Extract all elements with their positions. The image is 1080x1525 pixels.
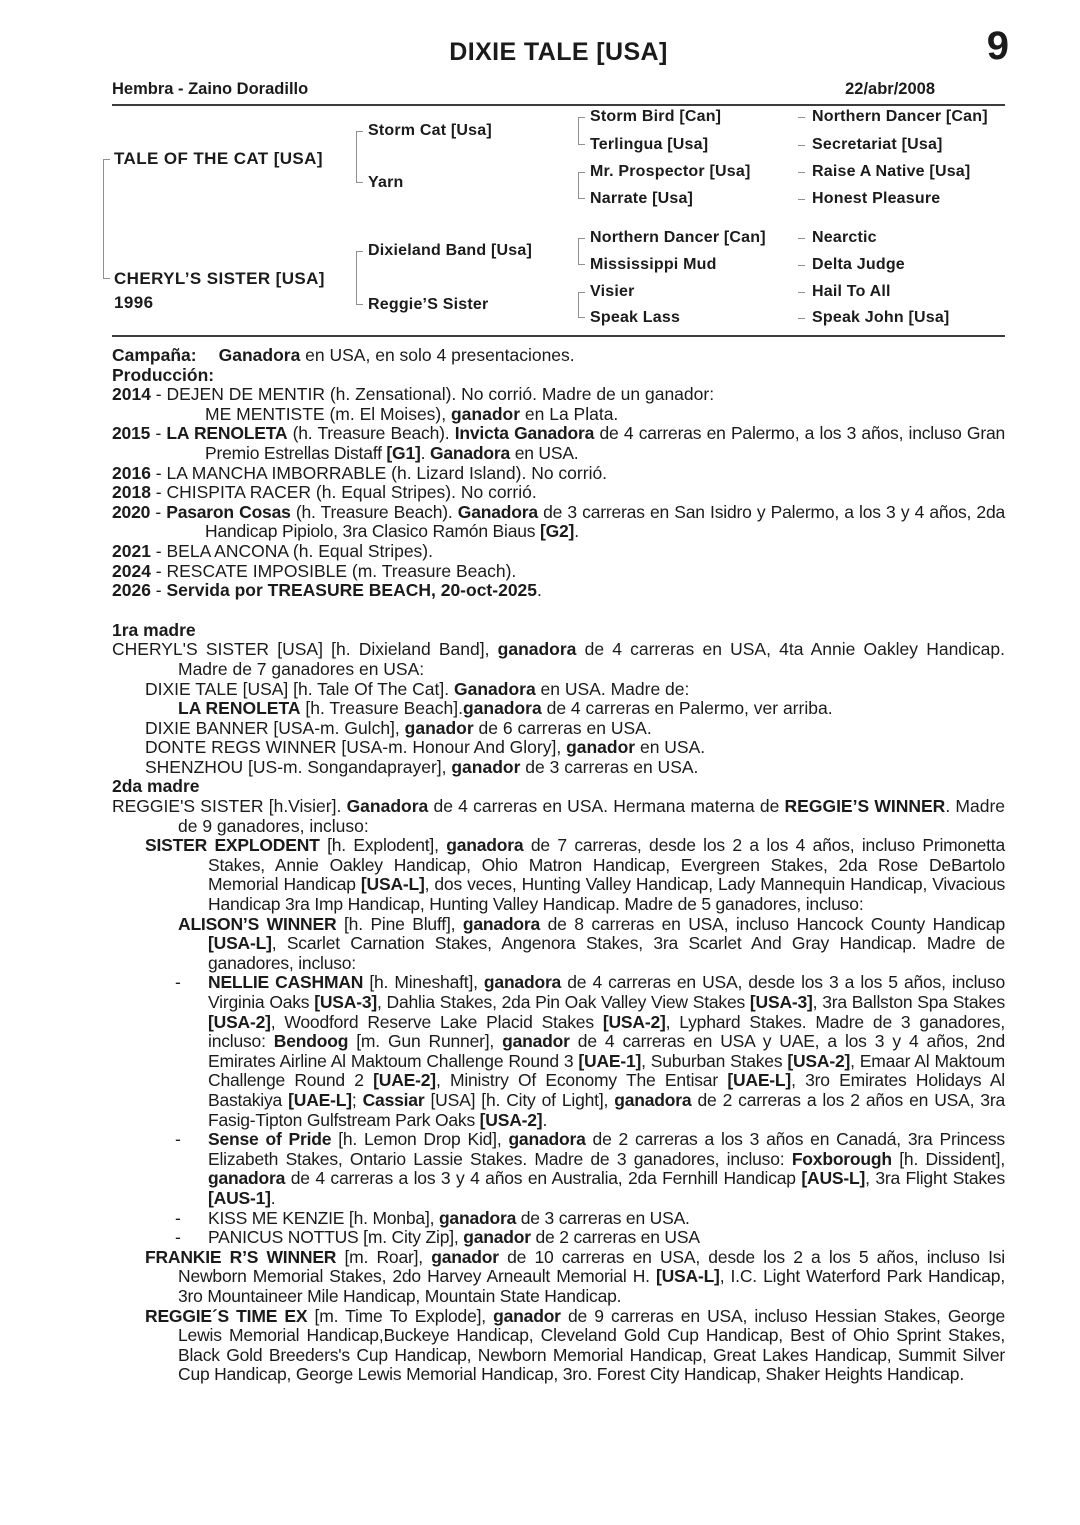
text-segment: Invicta Ganadora [454, 423, 595, 444]
text-segment: Servida por TREASURE BEACH, 20-oct-2025 [166, 580, 538, 601]
pedigree-bracket-gen3-2 [578, 172, 585, 199]
text-segment: de 4 carreras en USA. Hermana materna de [428, 796, 785, 817]
text-segment: de 4 carreras en Palermo, a los 3 años, incluso Gran Premio Estrellas Distaff [205, 423, 1006, 463]
text-segment: de 2 carreras a los 2 años en USA, 3ra Fasig-Tipton Gulfstream Park Oaks [208, 1089, 1006, 1130]
text-segment: - DEJEN DE MENTIR (h. Zensational). No corrió. Madre de un ganador: [150, 384, 715, 405]
text-segment: ganador [404, 717, 474, 738]
sister-explodent-para [112, 836, 1005, 914]
pedigree-gen3-0: Storm Bird [Can] [590, 108, 722, 125]
pedigree-dam-year: 1996 [114, 293, 154, 312]
production-2015 [112, 424, 1005, 463]
text-segment: , 3ra Ballston Spa Stakes [812, 992, 1005, 1012]
text-segment: [AUS-L] [801, 1168, 866, 1189]
panicus-nottus-para [112, 1228, 1005, 1248]
text-segment: , Dahlia Stakes, 2da Pin Oak Valley View Stakes [377, 992, 750, 1012]
text-segment: [G1] [386, 442, 421, 463]
dash-connector [798, 145, 805, 146]
text-segment: de 6 carreras en USA. [473, 717, 652, 738]
text-segment: LA RENOLETA [166, 423, 288, 444]
text-segment: - [150, 501, 167, 522]
text-segment: [h. Dissident], [891, 1148, 1005, 1169]
text-segment: KISS ME KENZIE [h. Monba], [208, 1207, 439, 1228]
text-segment: Foxborough [791, 1148, 892, 1169]
text-segment: Ganadora [218, 345, 301, 365]
text-segment: de 9 carreras en USA, incluso Hessian Stakes, George Lewis Memorial Handicap,Buckeye Handicap, Cleveland Gold Cup Handicap, Best of Ohio Sprint Stakes, Black Gold Breeders's Cup Handicap, Newborn Memorial Handicap, Great Lakes Handicap, Summit Silver Cup Handicap, George Lewis Memorial Handicap, 3ro. Forest City Handicap, Shaker Heights Handicap. [178, 1305, 1005, 1385]
first-dam-la-renoleta [178, 699, 1005, 719]
text-segment: PANICUS NOTTUS [m. City Zip], [208, 1227, 464, 1248]
birth-date-label: 22/abr/2008 [845, 80, 935, 98]
second-dam-heading [112, 777, 1005, 797]
text-segment: , dos veces, Hunting Valley Handicap, Lady Mannequin Handicap, Vivacious Handicap 3ra Imp Handicap, Hunting Valley Handicap. Madre de 5 ganadores, incluso: [208, 874, 1005, 915]
text-segment: de 4 carreras en USA y UAE, a los 3 y 4 años, 2nd Emirates Airline Al Maktoum Challenge Round 3 [208, 1031, 1005, 1071]
text-segment: de 3 carreras en San Isidro y Palermo, a los 3 y 4 años, 2da Handicap Pipiolo, 3ra Clasico Ramón Biaus [205, 501, 1006, 542]
text-segment: 2018 [112, 482, 151, 503]
text-segment: 2021 [112, 540, 151, 561]
text-segment: [UAE-L] [727, 1070, 792, 1091]
text-segment: 2020 [112, 501, 151, 522]
pedigree-bracket-gen1 [103, 159, 110, 279]
text-segment: 2024 [112, 560, 151, 581]
text-segment: en USA. [510, 442, 579, 463]
first-dam-shenzhou [145, 758, 1005, 778]
text-segment: [USA-2] [208, 1011, 271, 1032]
text-segment: SISTER EXPLODENT [145, 835, 320, 856]
pedigree-gen3-5: Mississippi Mud [590, 256, 717, 273]
dash-connector [798, 265, 805, 266]
pedigree-gen3-6: Visier [590, 283, 635, 300]
text-segment: . [542, 1109, 548, 1130]
text-segment: , Suburban Stakes [641, 1050, 788, 1071]
text-segment: [USA-L] [360, 874, 425, 895]
pedigree-gen4-3: Honest Pleasure [812, 190, 941, 207]
reggies-time-ex-para [112, 1307, 1005, 1385]
text-segment: [USA-3] [314, 992, 377, 1012]
dash-connector [798, 172, 805, 173]
text-segment: en USA, en solo 4 presentaciones. [300, 345, 575, 365]
text-segment: Ganadora [429, 442, 511, 463]
pedigree-gen4-0: Northern Dancer [Can] [812, 108, 988, 125]
text-segment: de 4 carreras a los 3 y 4 años en Australia, 2da Fernhill Handicap [285, 1168, 802, 1189]
text-segment: ganadora [438, 1207, 517, 1228]
text-segment: ganador [451, 756, 521, 777]
dash-connector [798, 318, 805, 319]
text-segment: Campaña: [112, 345, 197, 365]
text-segment: de 10 carreras en USA, desde los 2 a los 5 años, incluso Isi Newborn Memorial Stakes, 2do Harvey Arneault Memorial H. [178, 1246, 1005, 1287]
text-segment: [h. Lemon Drop Kid], [331, 1129, 509, 1150]
pedigree-dam: CHERYL’S SISTER [USA] [114, 269, 325, 288]
list-dash-marker: - [175, 1129, 181, 1150]
text-segment: 1ra madre [112, 619, 196, 640]
text-segment: . [420, 442, 430, 463]
text-segment: ganador [450, 403, 521, 424]
text-segment: [m. Gun Runner], [348, 1031, 503, 1052]
text-segment: en USA. [635, 737, 706, 758]
text-segment: de 7 carreras, desde los 2 a los 4 años, incluso Primonetta Stakes, Annie Oakley Handicap, Ohio Matron Handicap, Evergreen Stakes, 2da Rose DeBartolo Memorial Handicap [208, 835, 1006, 895]
pedigree-gen4-5: Delta Judge [812, 256, 905, 273]
text-segment: [UAE-L] [288, 1089, 352, 1110]
frankie-rs-winner-para [112, 1248, 1005, 1307]
text-segment: [UAE-2] [373, 1070, 436, 1091]
text-segment: Cassiar [362, 1089, 425, 1110]
text-segment: ganadora [462, 698, 542, 719]
text-segment: , 3ro Emirates Holidays Al Bastakiya [208, 1070, 1005, 1110]
pedigree-gen3-4: Northern Dancer [Can] [590, 229, 766, 246]
production-2021 [112, 542, 1005, 562]
first-dam-dixie-banner [145, 719, 1005, 739]
text-segment: - CHISPITA RACER (h. Equal Stripes). No corrió. [150, 482, 537, 503]
text-segment: , Scarlet Carnation Stakes, Angenora Stakes, 3ra Scarlet And Gray Handicap. Madre de ganadores, incluso: [208, 933, 1005, 973]
text-segment: - LA MANCHA IMBORRABLE (h. Lizard Island). No corrió. [150, 462, 608, 483]
production-2014-note [205, 405, 1005, 425]
text-segment: Pasaron Cosas [166, 501, 291, 522]
text-segment: [h. Pine Bluff], [336, 913, 463, 934]
text-segment: REGGIE’S WINNER [784, 796, 946, 817]
first-dam-heading [112, 621, 1005, 641]
pedigree-gen2-2: Dixieland Band [Usa] [368, 242, 533, 259]
pedigree-table [112, 106, 1005, 335]
text-segment: . Madre de 9 ganadores, incluso: [178, 796, 1006, 836]
list-dash-marker: - [175, 1207, 181, 1228]
text-segment: Sense of Pride [208, 1129, 332, 1150]
pedigree-sire: TALE OF THE CAT [USA] [114, 149, 323, 168]
text-segment: [USA] [h. City of Light], [424, 1089, 615, 1110]
campaign-line [112, 346, 1005, 366]
text-segment: 2026 [112, 580, 151, 601]
text-segment: - RESCATE IMPOSIBLE (m. Treasure Beach). [150, 560, 517, 581]
text-segment: [USA-L] [208, 933, 272, 954]
text-segment: [USA-2] [787, 1050, 851, 1071]
text-segment: ganadora [614, 1089, 692, 1110]
pedigree-bracket-gen2-top [356, 131, 363, 183]
body-text [112, 337, 1005, 1385]
production-2020 [112, 503, 1005, 542]
text-segment: [USA-2] [479, 1109, 543, 1130]
text-segment: , Lyphard Stakes. Madre de 3 ganadores, incluso: [208, 1011, 1006, 1052]
text-segment: 2016 [112, 462, 151, 483]
pedigree-gen3-1: Terlingua [Usa] [590, 136, 709, 153]
text-segment: de 3 carreras en USA. [520, 756, 699, 777]
pedigree-gen3-7: Speak Lass [590, 309, 681, 326]
list-dash-marker: - [175, 972, 181, 993]
text-segment: ; [351, 1089, 363, 1110]
nellie-cashman-para [112, 973, 1005, 1130]
text-segment: DIXIE TALE [USA] [h. Tale Of The Cat]. [145, 678, 454, 699]
pedigree-bracket-gen2-bottom [356, 251, 363, 305]
text-segment: SHENZHOU [US-m. Songandaprayer], [145, 756, 452, 777]
text-segment: ganadora [497, 639, 577, 660]
text-segment: [AUS-1] [208, 1187, 271, 1208]
production-2024 [112, 562, 1005, 582]
list-dash-marker: - [175, 1227, 181, 1248]
page-header [112, 0, 1009, 104]
pedigree-bracket-gen3-3 [578, 238, 585, 265]
text-segment: de 2 carreras en USA [530, 1227, 700, 1248]
sense-of-pride-para [112, 1130, 1005, 1208]
dash-connector [798, 292, 805, 293]
text-segment: ganador [566, 737, 636, 758]
pedigree-gen3-3: Narrate [Usa] [590, 190, 694, 207]
pedigree-gen3-2: Mr. Prospector [Usa] [590, 163, 751, 180]
text-segment: ganadora [446, 835, 524, 856]
text-segment: 2014 [112, 384, 151, 405]
pedigree-gen4-1: Secretariat [Usa] [812, 136, 943, 153]
first-dam-dixie-tale [145, 680, 1005, 700]
text-segment: ganadora [208, 1168, 286, 1189]
text-segment: [UAE-1] [578, 1050, 642, 1071]
text-segment: . [537, 580, 542, 601]
text-segment: . [270, 1187, 276, 1208]
text-segment: 2015 [112, 423, 151, 444]
text-segment: [USA-2] [602, 1011, 666, 1032]
text-segment: [m. Time To Explode], [307, 1305, 494, 1326]
text-segment: [USA-3] [749, 992, 813, 1012]
text-segment: - [150, 580, 167, 601]
text-segment: ganadora [462, 913, 541, 934]
alisons-winner-para [112, 915, 1005, 974]
text-segment: ganador [463, 1227, 531, 1248]
text-segment: de 3 carreras en USA. [516, 1207, 690, 1228]
text-segment: , Woodford Reserve Lake Placid Stakes [270, 1011, 603, 1032]
pedigree-gen2-3: Reggie’S Sister [368, 296, 489, 313]
text-segment: (h. Treasure Beach). [290, 501, 458, 522]
text-segment: de 8 carreras en USA, incluso Hancock County Handicap [540, 913, 1005, 934]
first-dam-para [112, 640, 1005, 679]
text-segment: DONTE REGS WINNER [USA-m. Honour And Glory], [145, 737, 567, 758]
text-segment: Bendoog [273, 1031, 349, 1052]
text-segment: (h. Treasure Beach). [287, 423, 455, 444]
text-segment: REGGIE´S TIME EX [145, 1305, 308, 1326]
text-segment: 2da madre [112, 776, 200, 797]
pedigree-bracket-gen3-4 [578, 292, 585, 318]
text-segment: LA RENOLETA [178, 698, 301, 719]
production-2014 [112, 385, 1005, 405]
text-segment: , I.C. Light Waterford Park Handicap, 3ro Mountaineer Mile Handicap, Mountain State Handicap. [178, 1266, 1005, 1306]
text-segment: ME MENTISTE (m. El Moises), [205, 403, 451, 424]
text-segment: ganadora [508, 1129, 586, 1150]
text-segment: [h. Mineshaft], [363, 972, 484, 993]
text-segment: [m. Roar], [336, 1246, 432, 1267]
text-segment: de 2 carreras a los 3 años en Canadá, 3ra Princess Elizabeth Stakes, Ontario Lassie Stakes. Madre de 3 ganadores, incluso: [208, 1129, 1005, 1169]
text-segment: [USA-L] [655, 1266, 720, 1287]
production-2026 [112, 581, 1005, 601]
pedigree-bracket-gen3-1 [578, 117, 585, 145]
text-segment: CHERYL'S SISTER [USA] [h. Dixieland Band], [112, 639, 498, 660]
pedigree-gen4-6: Hail To All [812, 283, 891, 300]
text-segment: , 3ra Flight Stakes [865, 1168, 1005, 1189]
page-number: 9 [986, 24, 1009, 68]
text-segment: [h. Treasure Beach]. [300, 698, 463, 719]
production-heading [112, 366, 1005, 386]
dash-connector [798, 117, 805, 118]
pedigree-gen2-0: Storm Cat [Usa] [368, 122, 492, 139]
text-segment: Ganadora [346, 796, 429, 817]
pedigree-gen2-1: Yarn [368, 174, 404, 191]
text-segment: en La Plata. [520, 403, 619, 424]
text-segment: ganador [431, 1246, 499, 1267]
text-segment: , Emaar Al Maktoum Challenge Round 2 [208, 1050, 1006, 1091]
pedigree-gen4-4: Nearctic [812, 229, 877, 246]
page-title: DIXIE TALE [USA] [449, 38, 668, 66]
production-2018 [112, 483, 1005, 503]
text-segment: - BELA ANCONA (h. Equal Stripes). [150, 540, 433, 561]
text-segment: [G2] [539, 521, 575, 542]
text-segment: Ganadora [457, 501, 538, 522]
dash-connector [798, 238, 805, 239]
first-dam-donte-regs-winner [145, 738, 1005, 758]
text-segment: NELLIE CASHMAN [208, 972, 364, 993]
text-segment: en USA. Madre de: [535, 678, 690, 699]
text-segment: de 4 carreras en USA, 4ta Annie Oakley Handicap. Madre de 7 ganadores en USA: [178, 639, 1005, 679]
second-dam-para [112, 797, 1005, 836]
text-segment: FRANKIE R’S WINNER [145, 1246, 337, 1267]
text-segment: ganador [502, 1031, 570, 1052]
text-segment: de 4 carreras en USA, desde los 3 a los 5 años, incluso Virginia Oaks [208, 972, 1005, 1012]
text-segment: , Ministry Of Economy The Entisar [435, 1070, 728, 1091]
dash-connector [798, 199, 805, 200]
text-segment: ganador [493, 1305, 561, 1326]
text-segment: . [574, 521, 579, 542]
text-segment: de 4 carreras en Palermo, ver arriba. [541, 698, 833, 719]
kiss-me-kenzie-para [112, 1209, 1005, 1229]
subtitle-row [112, 80, 1005, 104]
text-segment: DIXIE BANNER [USA-m. Gulch], [145, 717, 405, 738]
text-segment: Ganadora [453, 678, 536, 699]
text-segment: ALISON’S WINNER [178, 913, 337, 934]
text-segment: REGGIE'S SISTER [h.Visier]. [112, 796, 347, 817]
production-2016 [112, 464, 1005, 484]
text-segment: Producción: [112, 364, 215, 385]
pedigree-gen4-7: Speak John [Usa] [812, 309, 950, 326]
sex-coat-label: Hembra - Zaino Doradillo [112, 80, 309, 98]
text-segment: [h. Explodent], [319, 835, 447, 856]
pedigree-gen4-2: Raise A Native [Usa] [812, 163, 971, 180]
text-segment: - [150, 423, 167, 444]
text-segment: ganadora [483, 972, 562, 993]
